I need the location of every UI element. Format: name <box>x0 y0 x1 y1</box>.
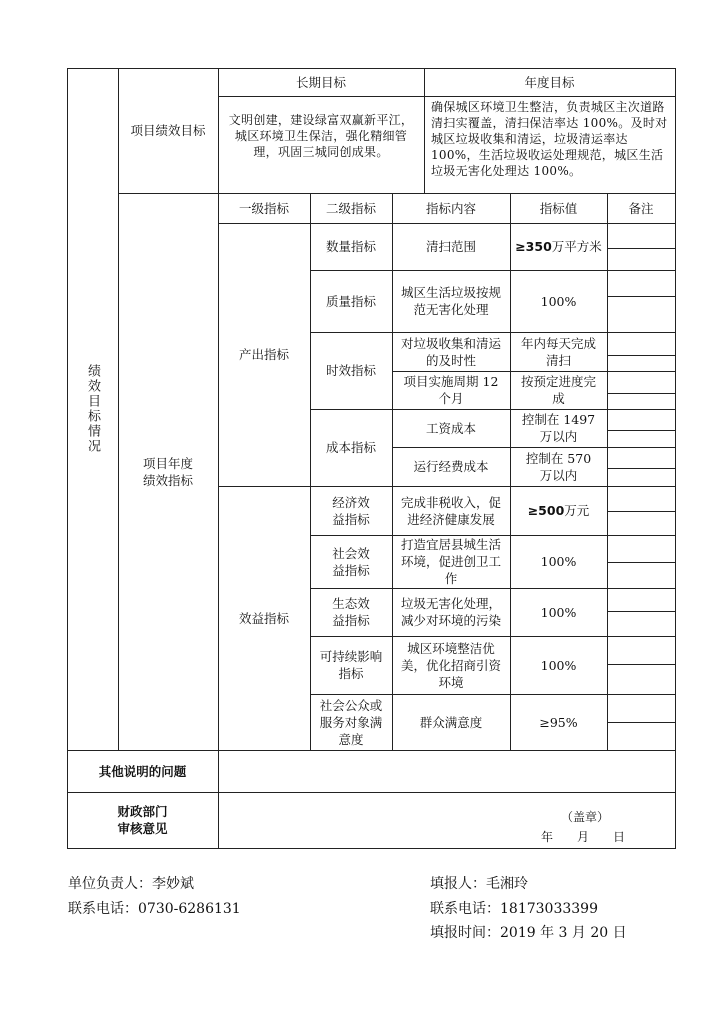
seal-note: （盖章） <box>560 809 609 824</box>
cost-label: 成本指标 <box>325 440 376 455</box>
header-content: 指标内容 <box>425 200 476 216</box>
filler: 填报人：毛湘玲 <box>430 876 528 892</box>
cost-row2-value: 控制在 570 万以内 <box>525 450 592 483</box>
unit-head: 单位负责人：李妙斌 <box>68 876 194 892</box>
quality-label: 质量指标 <box>325 293 376 309</box>
project-goal-label: 项目绩效目标 <box>130 123 206 138</box>
quantity-label: 数量指标 <box>325 239 376 254</box>
economic-value: ≥500 万元 <box>527 503 590 518</box>
economic-label: 经济效益指标 <box>332 494 370 527</box>
cost-row2-content: 运行经费成本 <box>413 459 489 474</box>
ecological-content: 垃圾无害化处理，减少对环境的污染 <box>400 596 501 628</box>
satisfaction-value: ≥95% <box>539 714 578 730</box>
timeliness-row1-content: 对垃圾收集和清运的及时性 <box>400 335 501 368</box>
annual-header: 年度目标 <box>524 74 575 90</box>
long-term-header: 长期目标 <box>295 74 346 90</box>
quantity-value: ≥350 万平方米 <box>515 239 602 254</box>
long-term-text: 文明创建，建设绿富双赢新平江，城区环境卫生保洁，强化精细管理，巩固三城同创成果。 <box>228 113 414 159</box>
social-value: 100% <box>540 554 577 569</box>
timeliness-row1-value: 年内每天完成清扫 <box>520 335 596 368</box>
cost-row1-content: 工资成本 <box>425 420 476 436</box>
quantity-content: 清扫范围 <box>425 239 476 254</box>
annual-indicators-label: 项目年度绩效指标 <box>142 455 193 488</box>
satisfaction-content: 群众满意度 <box>419 714 483 730</box>
unit-phone: 联系电话：0730-6286131 <box>68 901 241 917</box>
table-bottom-border <box>67 848 675 849</box>
filler-phone: 联系电话：18173033399 <box>430 901 598 917</box>
section-label: 绩效目标情况 <box>85 364 100 454</box>
quality-content: 城区生活垃圾按规范无害化处理 <box>400 285 501 317</box>
review-date: 年 月 日 <box>540 829 625 844</box>
timeliness-label: 时效指标 <box>325 363 376 378</box>
fill-date: 填报时间：2019 年 3 月 20 日 <box>430 925 627 941</box>
other-issues-label: 其他说明的问题 <box>98 763 187 779</box>
annual-text: 确保城区环境卫生整洁，负责城区主次道路清扫实覆盖，清扫保洁率达 100%。及时对城区垃圾收集和清运，垃圾清运率达 100%，生活垃圾收运处理规范，城区生活垃圾无害化处理达 100%。 <box>431 100 668 178</box>
header-level1: 一级指标 <box>238 200 289 216</box>
economic-content: 完成非税收入，促进经济健康发展 <box>400 494 501 527</box>
cost-row1-value: 控制在 1497 万以内 <box>521 412 596 444</box>
social-label: 社会效益指标 <box>332 545 370 578</box>
quality-value: 100% <box>540 293 577 309</box>
satisfaction-label: 社会公众或服务对象满意度 <box>319 697 383 747</box>
sustainable-content: 城区环境整洁优美，优化招商引资环境 <box>400 640 501 690</box>
sustainable-value: 100% <box>540 657 577 673</box>
header-level2: 二级指标 <box>325 200 376 216</box>
timeliness-row2-value: 按预定进度完成 <box>520 374 596 406</box>
timeliness-row2-content: 项目实施周期 12 个月 <box>403 374 499 406</box>
sustainable-label: 可持续影响指标 <box>319 649 383 681</box>
ecological-label: 生态效益指标 <box>332 596 370 628</box>
benefit-indicators-label: 效益指标 <box>238 610 289 626</box>
social-content: 打造宜居县城生活环境，促进创卫工作 <box>400 537 501 586</box>
output-indicators-label: 产出指标 <box>238 347 289 362</box>
finance-review-label: 财政部门 审核意见 <box>117 804 168 836</box>
header-remark: 备注 <box>628 200 654 216</box>
ecological-value: 100% <box>540 604 577 620</box>
header-value: 指标值 <box>539 200 578 216</box>
